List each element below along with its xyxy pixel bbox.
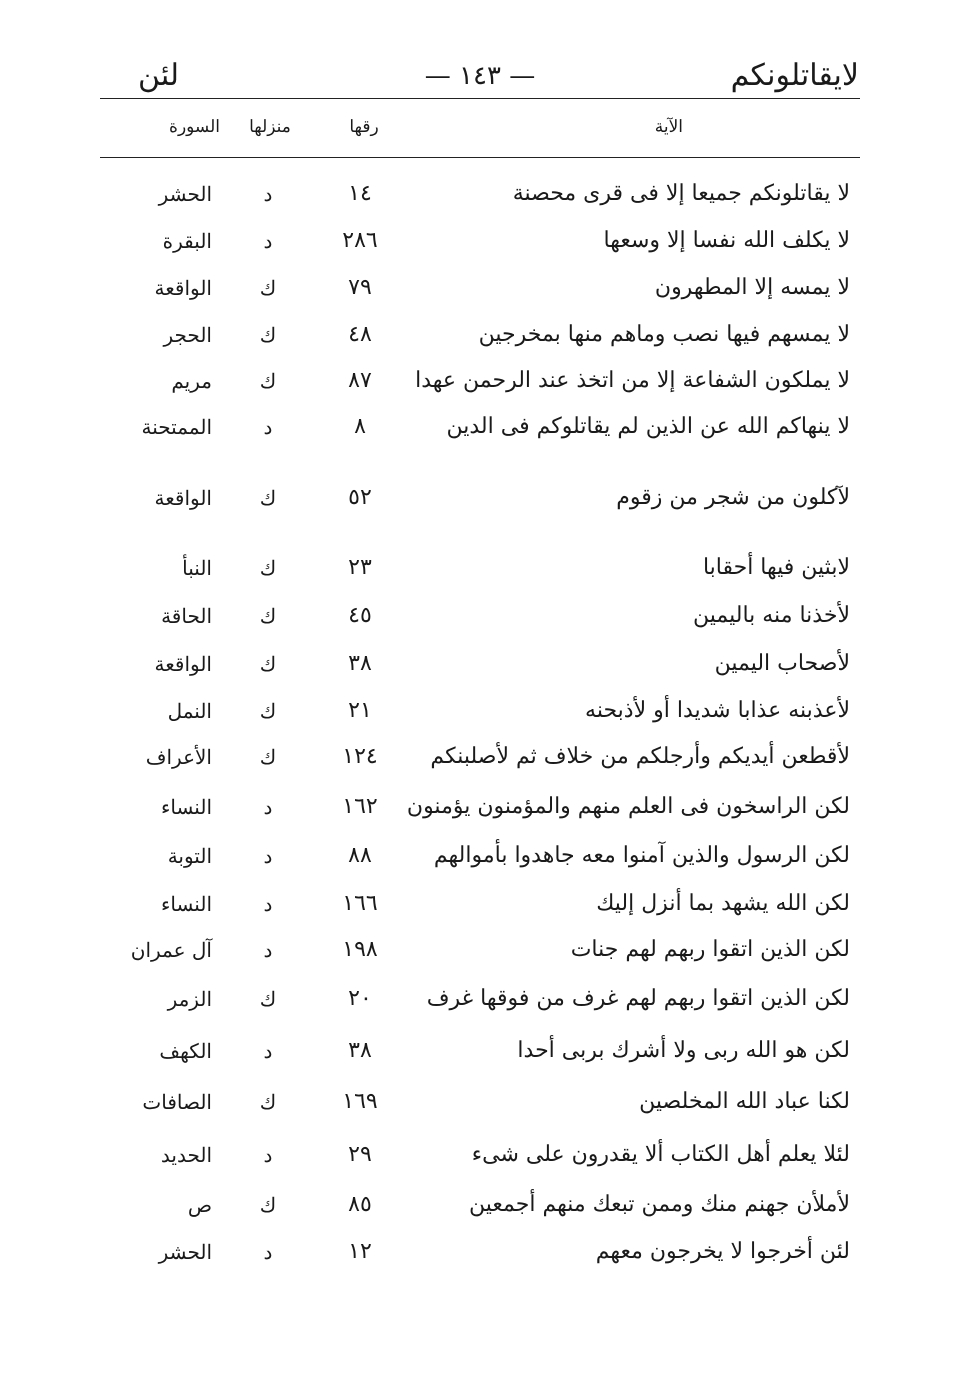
ayah-text: لكن هو الله ربى ولا أشرك بربى أحدا [517, 1038, 850, 1063]
index-row [100, 405, 860, 449]
ayah-number: ٢٨٦ [342, 228, 378, 253]
index-row [100, 546, 860, 590]
surah-name: الزمر [167, 987, 212, 1011]
ayah-text: لكن الرسول والذين آمنوا معه جاهدوا بأموالهم [433, 843, 850, 868]
surah-name: الحجر [163, 323, 212, 347]
ayah-number: ١٩٨ [342, 937, 378, 962]
ayah-number: ٤٥ [348, 603, 372, 628]
ayah-text: لأملأن جهنم منك وممن تبعك منهم أجمعين [469, 1192, 850, 1217]
revelation-place: د [263, 1039, 273, 1063]
index-row [100, 882, 860, 926]
revelation-place: د [263, 415, 273, 439]
revelation-place: د [263, 938, 273, 962]
ayah-number: ٣٨ [348, 1038, 372, 1063]
index-row [100, 928, 860, 972]
ayah-number: ١٦٢ [342, 794, 378, 819]
column-header-place: منزلها [249, 117, 291, 137]
ayah-number: ٨ [354, 414, 366, 439]
surah-name: الواقعة [154, 486, 212, 510]
index-row [100, 642, 860, 686]
surah-name: الصافات [142, 1090, 212, 1114]
revelation-place: د [263, 1143, 273, 1167]
surah-name: التوبة [167, 844, 212, 868]
page-number: — ١٤٣ — [424, 61, 536, 91]
ayah-number: ١٦٩ [342, 1089, 378, 1114]
index-row [100, 1133, 860, 1177]
ayah-number: ١٤ [348, 181, 372, 206]
surah-name: البقرة [162, 229, 212, 253]
ayah-text: لا يقاتلونكم جميعا إلا فى قرى محصنة [512, 181, 850, 206]
index-row [100, 1080, 860, 1124]
index-row [100, 266, 860, 310]
surah-name: الممتحنة [141, 415, 212, 439]
ayah-text: لكن الذين اتقوا ربهم لهم جنات [570, 937, 850, 962]
ayah-text: لا يملكون الشفاعة إلا من اتخذ عند الرحمن عهدا [415, 368, 850, 393]
surah-name: الحاقة [161, 604, 212, 628]
revelation-place: ك [259, 652, 277, 676]
column-header-surah: السورة [169, 117, 220, 137]
ayah-number: ٨٧ [348, 368, 372, 393]
surah-name: النمل [167, 699, 212, 723]
surah-name: آل عمران [130, 938, 212, 962]
index-row [100, 313, 860, 357]
surah-name: الواقعة [154, 652, 212, 676]
surah-name: الواقعة [154, 276, 212, 300]
index-row [100, 977, 860, 1021]
revelation-place: ك [259, 745, 277, 769]
index-row [100, 1183, 860, 1227]
revelation-place: ك [259, 699, 277, 723]
revelation-place: ك [259, 1090, 277, 1114]
revelation-place: د [263, 844, 273, 868]
ayah-text: لأقطعن أيديكم وأرجلكم من خلاف ثم لأصلبنكم [430, 744, 850, 769]
revelation-place: د [263, 1240, 273, 1264]
ayah-number: ١٢٤ [342, 744, 378, 769]
ayah-number: ٢٣ [348, 555, 372, 580]
ayah-text: لئلا يعلم أهل الكتاب ألا يقدرون على شىء [471, 1142, 850, 1167]
index-row [100, 219, 860, 263]
ayah-text: لابثين فيها أحقابا [702, 555, 850, 580]
revelation-place: د [263, 182, 273, 206]
ayah-number: ٢٩ [348, 1142, 372, 1167]
revelation-place: ك [259, 987, 277, 1011]
ayah-number: ٢١ [348, 698, 372, 723]
ayah-text: لكن الله يشهد بما أنزل إليك [596, 891, 850, 916]
ayah-text: لكن الذين اتقوا ربهم لهم غرف من فوقها غرف [426, 986, 850, 1011]
surah-name: النساء [160, 795, 212, 819]
index-row [100, 359, 860, 403]
column-header-number: رقها [349, 117, 379, 137]
index-row [100, 689, 860, 733]
ayah-number: ٥٢ [348, 485, 372, 510]
index-row [100, 594, 860, 638]
surah-name: الحديد [160, 1143, 212, 1167]
revelation-place: ك [259, 1193, 277, 1217]
ayah-text: لا يكلف الله نفسا إلا وسعها [603, 228, 850, 253]
index-row [100, 785, 860, 829]
revelation-place: ك [259, 323, 277, 347]
ayah-text: لكنا عباد الله المخلصين [639, 1089, 850, 1114]
surah-name: الأعراف [145, 745, 212, 769]
ayah-number: ٣٨ [348, 651, 372, 676]
surah-name: النساء [160, 892, 212, 916]
ayah-number: ٨٥ [348, 1192, 372, 1217]
ayah-text: لا يمسه إلا المطهرون [654, 275, 850, 300]
revelation-place: د [263, 229, 273, 253]
ayah-text: لكن الراسخون فى العلم منهم والمؤمنون يؤمنون [406, 794, 850, 819]
index-row [100, 735, 860, 779]
ayah-text: لئن أخرجوا لا يخرجون معهم [595, 1239, 850, 1264]
surah-name: الحشر [158, 182, 212, 206]
ayah-text: لأصحاب اليمين [714, 651, 850, 676]
column-header-rule [100, 157, 860, 158]
ayah-number: ٧٩ [348, 275, 372, 300]
surah-name: الحشر [158, 1240, 212, 1264]
revelation-place: ك [259, 604, 277, 628]
index-row [100, 834, 860, 878]
revelation-place: ك [259, 486, 277, 510]
revelation-place: د [263, 892, 273, 916]
ayah-text: لا ينهاكم الله عن الذين لم يقاتلوكم فى الدين [446, 414, 850, 439]
running-head-left: لئن [138, 58, 180, 93]
ayah-number: ١٦٦ [342, 891, 378, 916]
revelation-place: د [263, 795, 273, 819]
ayah-number: ٢٠ [348, 986, 372, 1011]
index-row [100, 1230, 860, 1274]
index-row [100, 1029, 860, 1073]
ayah-number: ١٢ [348, 1239, 372, 1264]
column-header-ayah: الآية [654, 117, 683, 137]
ayah-number: ٤٨ [348, 322, 372, 347]
index-row [100, 172, 860, 216]
ayah-text: لأعذبنه عذابا شديدا أو لأذبحنه [585, 698, 850, 723]
revelation-place: ك [259, 556, 277, 580]
ayah-text: لا يمسهم فيها نصب وماهم منها بمخرجين [478, 322, 850, 347]
index-row [100, 476, 860, 520]
running-head-right: لايقاتلونكم [730, 58, 859, 93]
revelation-place: ك [259, 276, 277, 300]
ayah-number: ٨٨ [348, 843, 372, 868]
surah-name: ص [187, 1193, 212, 1217]
surah-name: النبأ [182, 556, 212, 580]
header-rule [100, 98, 860, 99]
surah-name: مريم [171, 369, 212, 393]
revelation-place: ك [259, 369, 277, 393]
surah-name: الكهف [159, 1039, 212, 1063]
ayah-text: لأخذنا منه باليمين [693, 603, 850, 628]
ayah-text: لآكلون من شجر من زقوم [616, 485, 850, 510]
